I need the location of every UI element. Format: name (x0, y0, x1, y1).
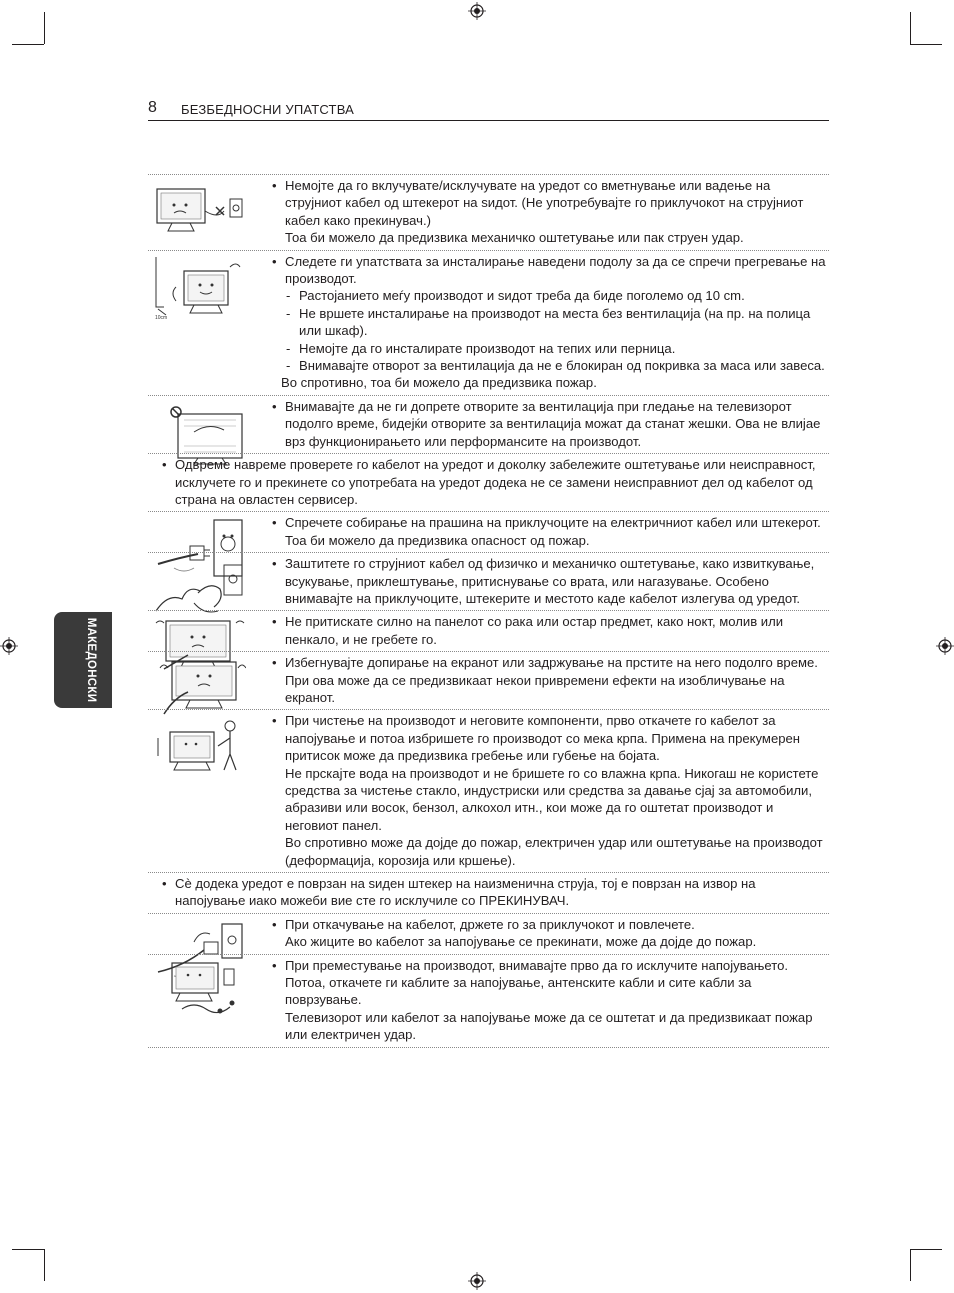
tv-wall-distance-illustration-icon (154, 257, 246, 321)
instruction-row (148, 651, 829, 709)
crop-mark (910, 44, 942, 45)
instruction-row (148, 511, 829, 552)
instruction-text: Тоа би можело да предизвика механичко оштетување или пак струен удар. (285, 230, 744, 246)
instruction-text: • Следете ги упатствата за инсталирање наведени подолу за да се спречи прегревање на производот. (272, 253, 829, 288)
instruction-subitem: - Не вршете инсталирање на производот на места без вентилација (на пр. на полица или шкаф). (272, 305, 829, 340)
instruction-text: Телевизорот или кабелот за напојување може да се оштетат и да предизвикаат пожар или електричен удар. (285, 1009, 813, 1043)
crop-mark (910, 1249, 942, 1250)
instruction-text: • Внимавајте да не ги допрете отворите за вентилација при гледање на телевизорот подолго време, бидејќи отворите за вентилација можат да станат жешки. Ова не влијае врз функционирањето или перформансите на производот. (272, 398, 829, 450)
instruction-row (148, 453, 829, 511)
instruction-row (148, 610, 829, 651)
tv-moving-cables-illustration-icon (154, 961, 246, 1017)
registration-mark-icon (468, 1272, 486, 1290)
instruction-text: Ако жиците во кабелот за напојување се прекинати, може да дојде до пожар. (285, 934, 757, 950)
instruction-subitem: - Растојанието меѓу производот и ѕидот треба да биде поголемо од 10 cm. (272, 287, 829, 304)
safety-instructions-list (148, 174, 829, 1048)
section-title: БЕЗБЕДНОСНИ УПАТСТВА (181, 102, 355, 117)
tv-unplug-illustration-icon (154, 181, 246, 241)
crop-mark (44, 12, 45, 44)
instruction-text: • Заштитете го струјниот кабел од физичко и механичко оштетување, како извиткување, всукување, приклештување, притиснување со врата, или нагазување. Особено внимавајте на приклучоците, штекерите и местото каде кабелот излегува од уредот. (272, 555, 829, 607)
registration-mark-icon (468, 2, 486, 20)
crop-mark (12, 1249, 44, 1250)
instruction-row (148, 174, 829, 250)
instruction-text: Во спротивно може да дојде до пожар, електричен удар или оштетување на производот (деформација, корозија или кршење). (285, 835, 823, 868)
instruction-text: • Немојте да го вклучувате/исклучувате на уредот со вметнување или вадење на струјниот кабел од штекерот на ѕидот. (Не употребувајте го приклучокот на струјниот кабел како прекинувач.) (272, 177, 829, 229)
instruction-text: • При откачување на кабелот, држете го за приклучокот и повлечете. (272, 916, 829, 933)
language-tab-label: МАКЕДОНСКИ (85, 617, 97, 703)
instruction-row (148, 395, 829, 453)
instruction-text: Не прскајте вода на производот и не бришете го со влажна крпа. Никогаш не користете средства за чистење стакло, индустриски или средства за давање сјај за автомобили, абразиви или восок, бензол, алкохол итн., кои може да го оштетат производот и неговиот панел. (285, 765, 819, 833)
crop-mark (910, 12, 911, 44)
tv-touch-screen-illustration-icon (154, 658, 246, 716)
instruction-subitem: - Внимавајте отворот за вентилација да не е блокиран од покривка за маса или завеса. (272, 357, 829, 374)
instruction-row (148, 872, 829, 913)
instruction-text: • Сè додека уредот е поврзан на ѕиден штекер на наизменична струја, тој е поврзан на извор на напојување иако можеби вие сте го исклучиле со ПРЕКИНУВАЧ. (162, 875, 829, 910)
svg-text:10cm: 10cm (155, 314, 168, 321)
instruction-subitem: - Немојте да го инсталирате производот на тепих или перница. (272, 340, 829, 357)
page-number: 8 (148, 99, 157, 116)
registration-mark-icon (936, 637, 954, 655)
instruction-text: Тоа би можело да предизвика опасност од пожар. (285, 532, 590, 548)
instruction-text: Во спротивно, тоа би можело да предизвика пожар. (281, 375, 597, 391)
instruction-row (148, 913, 829, 954)
instruction-text: • Одвреме навреме проверете го кабелот на уредот и доколку забележите оштетување или неисправност, исклучете го и прекинете со употребата на уредот додека не се замени неисправниот дел од кабелот од страна на овластен сервисер. (162, 456, 829, 508)
tv-cleaning-illustration-icon (154, 716, 246, 776)
instruction-row (148, 709, 829, 872)
page-header (148, 100, 829, 121)
registration-mark-icon (0, 637, 18, 655)
instruction-row (148, 954, 829, 1048)
language-tab (54, 612, 112, 708)
instruction-text: • Спречете собирање на прашина на приклучоците на електричниот кабел или штекерот. (272, 514, 829, 531)
instruction-row (148, 250, 829, 395)
instruction-text: • При преместување на производот, внимавајте прво да го исклучите напојувањето. Потоа, откачете ги каблите за напојување, антенските кабли и сите кабли за поврзување. (272, 957, 829, 1009)
instruction-text: • Не притискате силно на панелот со рака или остар предмет, како нокт, молив или пенкало, и не гребете го. (272, 613, 829, 648)
instruction-text: • Избегнувајте допирање на екранот или задржување на прстите на него подолго време. При ова може да се предизвикаат некои привремени ефекти на изобличување на екранот. (272, 654, 829, 706)
instruction-row (148, 552, 829, 610)
crop-mark (44, 1249, 45, 1281)
crop-mark (910, 1249, 911, 1281)
crop-mark (12, 44, 44, 45)
instruction-text: • При чистење на производот и неговите компоненти, прво откачете го кабелот за напојување и потоа избришете го производот со мека крпа. Примена на прекумерен притисок може да предизвика гребење или губење на бојата. (272, 712, 829, 764)
